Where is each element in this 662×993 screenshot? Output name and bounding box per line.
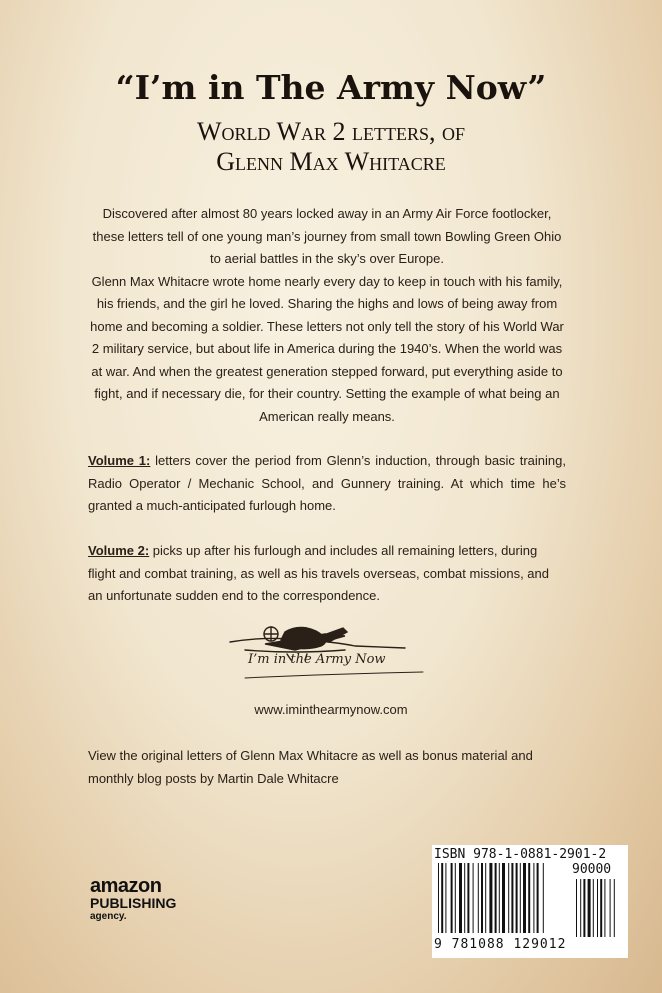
- book-subtitle: [0, 117, 662, 177]
- barcode-bar: [543, 863, 544, 933]
- barcode-number: 9 781088 129012: [434, 937, 567, 952]
- barcode-bar: [511, 863, 513, 933]
- barcode-bar: [508, 863, 509, 933]
- barcode-bar: [445, 863, 446, 933]
- barcode-bar: [523, 863, 526, 933]
- volume-2-description: [88, 540, 566, 608]
- barcode-bar: [464, 863, 465, 933]
- publisher-line-3: agency.: [90, 911, 127, 922]
- volume-1-text: letters cover the period from Glenn’s induction, through basic training, Radio Operator / Mechanic School, and Gunnery training. At which time he’s granted a much-anticipated furlough home.: [88, 453, 566, 513]
- barcode-bar: [502, 863, 505, 933]
- book-title: “I’m in The Army Now”: [115, 68, 547, 107]
- barcode-bar: [485, 863, 486, 933]
- barcode-addon-bar: [614, 879, 615, 937]
- logo-script-text: I’m in the Army Now: [248, 652, 386, 667]
- barcode-bar: [489, 863, 492, 933]
- barcode-bar: [528, 863, 530, 933]
- volume-1-description: [88, 450, 566, 518]
- barcode-addon-bar: [600, 879, 602, 937]
- bonus-material-text: View the original letters of Glenn Max Whitacre as well as bonus material and monthly blog posts by Martin Dale Whitacre: [88, 748, 533, 786]
- website-link[interactable]: www.iminthearmynow.com: [254, 702, 408, 717]
- intro-paragraph-1: Discovered after almost 80 years locked away in an Army Air Force footlocker, these letters tell of one young man’s journey from small town Bowling Green Ohio to aerial battles in the sky’s over Europe.: [92, 206, 562, 266]
- barcode-bar: [459, 863, 462, 933]
- barcode-bar: [441, 863, 443, 933]
- barcode-bar: [478, 863, 479, 933]
- barcode-bar: [467, 863, 469, 933]
- barcode-bar: [499, 863, 500, 933]
- barcode-bar: [516, 863, 518, 933]
- publisher-logo: [90, 876, 176, 922]
- barcode-bar: [533, 863, 534, 933]
- barcode-bar: [451, 863, 453, 933]
- airplane-logo-icon: [225, 620, 435, 682]
- barcode-addon-bar: [580, 879, 581, 937]
- barcode-bar: [520, 863, 521, 933]
- publisher-line-1: amazon: [90, 875, 162, 897]
- barcode-addon-bar: [588, 879, 591, 937]
- barcode-bar: [455, 863, 456, 933]
- barcode-addon-bar: [604, 879, 605, 937]
- barcode-addon-bar: [583, 879, 585, 937]
- volume-2-text: picks up after his furlough and includes all remaining letters, during flight and combat training, as well as his travels overseas, combat missions, and an unfortunate sudden end to the correspondence.: [88, 543, 549, 603]
- barcode-bar: [438, 863, 439, 933]
- barcode-addon: 90000: [572, 862, 612, 877]
- barcode-bar: [495, 863, 497, 933]
- barcode-bar: [537, 863, 539, 933]
- intro-paragraph-2: Glenn Max Whitacre wrote home nearly every day to keep in touch with his family, his friends, and the girl he loved. Sharing the highs and lows of being away from home and becoming a soldier. These letters not only tell the story of his World War 2 military service, but about life in America during the 1940’s. When the world was at war. And when the greatest generation stepped forward, put everything aside to fight, and if necessary die, for their country. Setting the example of what being an American really means.: [90, 273, 564, 424]
- isbn-barcode: [432, 845, 628, 958]
- intro-text: [88, 203, 566, 428]
- barcode-addon-bar: [576, 879, 577, 937]
- barcode-addon-bar: [610, 879, 611, 937]
- volume-1-label: Volume 1:: [88, 453, 151, 468]
- publisher-line-2: PUBLISHING: [90, 895, 177, 911]
- isbn-label: ISBN 978-1-0881-2901-2: [434, 847, 607, 862]
- subtitle-line-2: Glenn Max Whitacre: [216, 147, 446, 176]
- barcode-addon-bar: [597, 879, 598, 937]
- barcode-bar: [473, 863, 474, 933]
- barcode-addon-bar: [593, 879, 594, 937]
- volume-2-label: Volume 2:: [88, 543, 150, 558]
- subtitle-line-1: World War 2 letters, of: [196, 117, 466, 146]
- barcode-bar: [481, 863, 483, 933]
